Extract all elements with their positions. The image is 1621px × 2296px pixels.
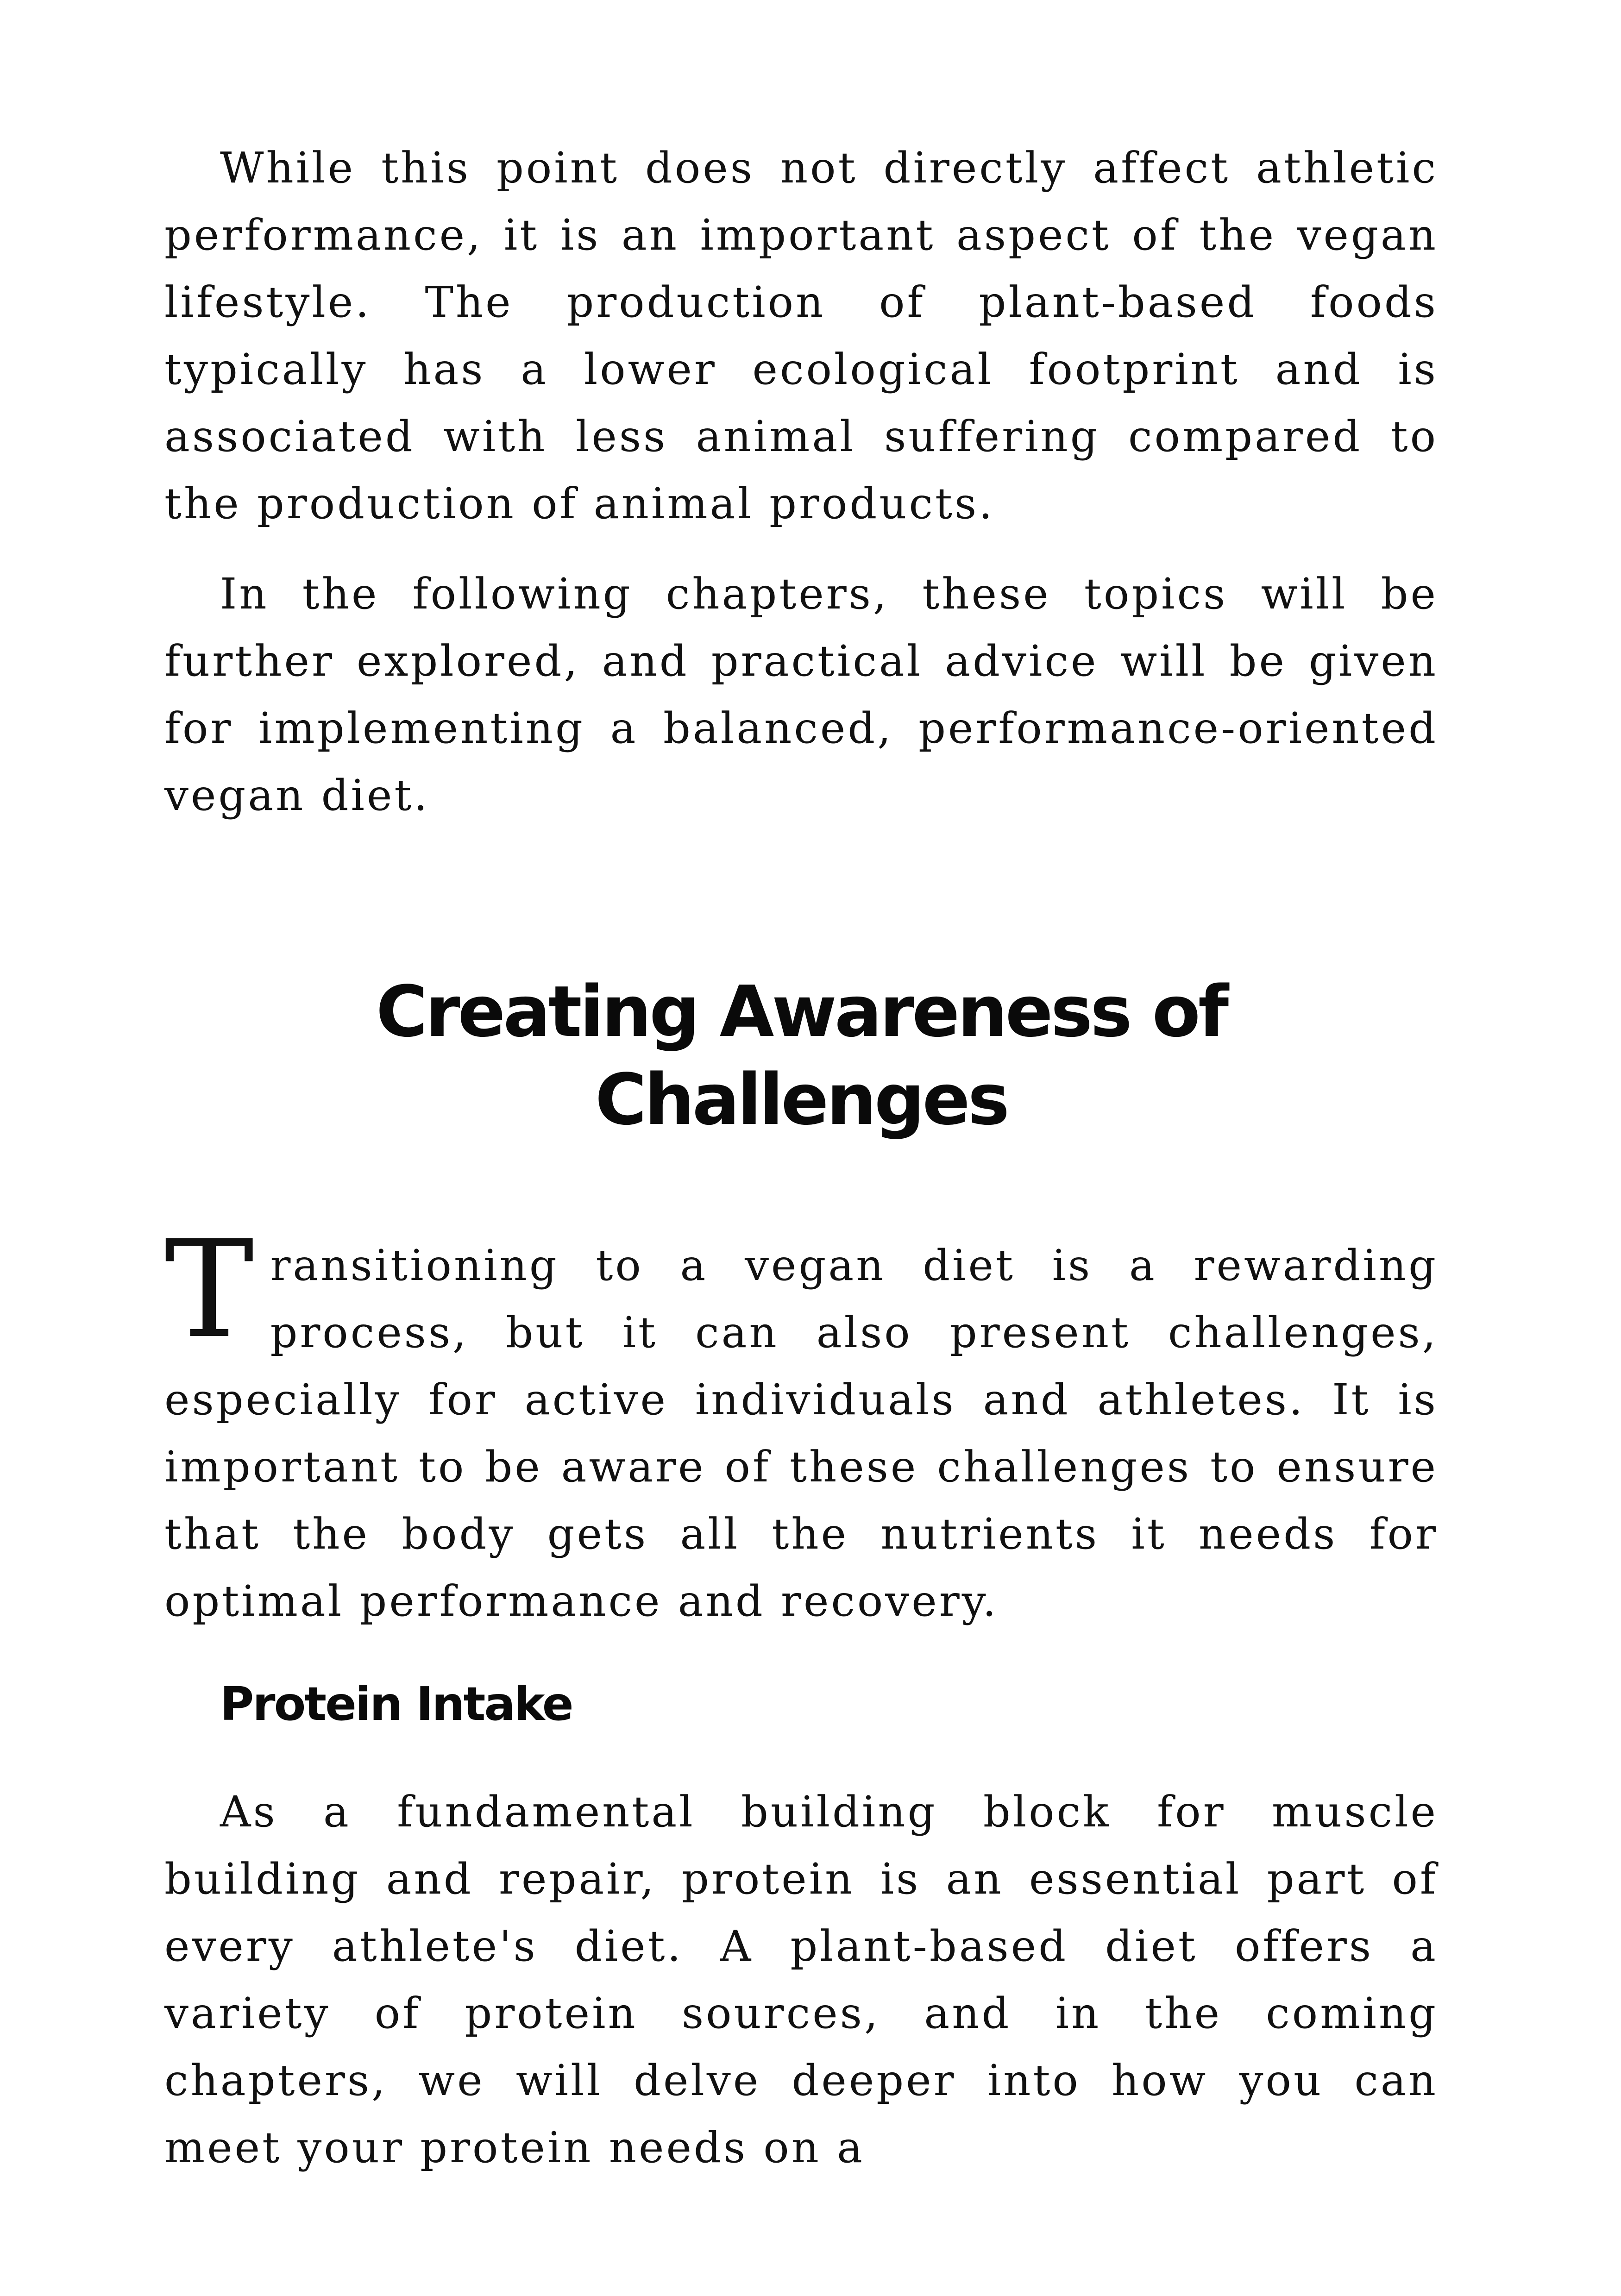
drop-cap-letter: T (164, 1212, 257, 1368)
paragraph-following-chapters: In the following chapters, these topics will be further explored, and practical advice will be given for implementing a balanced, performance-oriented vegan diet. (164, 569, 1438, 820)
document-page (164, 134, 1438, 2204)
section-intro-paragraph (164, 1212, 1438, 1635)
section-heading: Creating Awareness of Challenges (376, 971, 1227, 1141)
paragraph-environmental-aspect: While this point does not directly affect athletic performance, it is an important aspect of the vegan lifestyle. The production of plant-based foods typically has a lower ecological footprint and is associated with less animal suffering compared to the production of animal products. (164, 143, 1438, 528)
subsection-heading: Protein Intake (220, 1677, 572, 1731)
paragraph-protein-intake: As a fundamental building block for muscle building and repair, protein is an essential part of every athlete's diet. A plant-based diet offers a variety of protein sources, and in the coming chapters, we will delve deeper into how you can meet your protein needs on a (164, 1787, 1438, 2172)
section-intro-text: ransitioning to a vegan diet is a rewarding process, but it can also present challenges, especially for active individuals and athletes. It is important to be aware of these challenges to ensure that the body gets all the nutrients it needs for optimal performance and recovery. (164, 1241, 1438, 1626)
